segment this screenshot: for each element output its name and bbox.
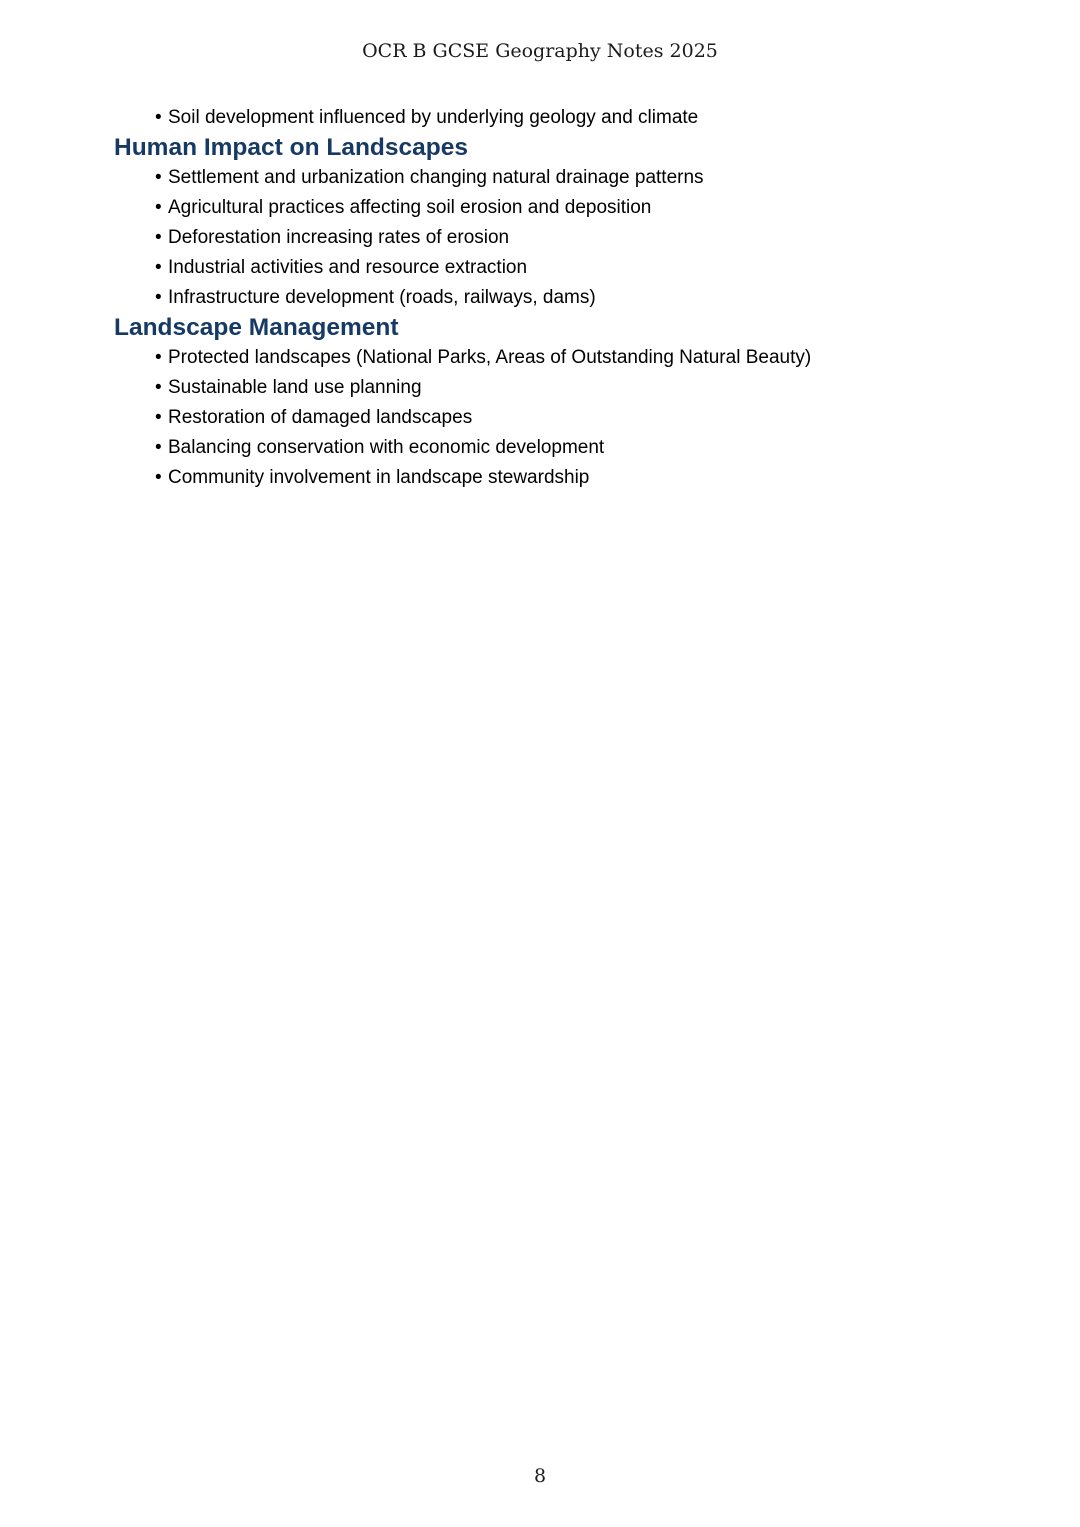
list-item: • Restoration of damaged landscapes: [155, 403, 964, 433]
page-content: [114, 103, 964, 493]
list-item: • Sustainable land use planning: [155, 373, 964, 403]
human-impact-bullet-list: [114, 163, 964, 313]
list-item: • Deforestation increasing rates of erosion: [155, 223, 964, 253]
intro-bullet-list: [114, 103, 964, 133]
section-heading-human-impact: Human Impact on Landscapes: [114, 134, 468, 161]
page-number: 8: [533, 1465, 547, 1487]
list-item: • Industrial activities and resource extraction: [155, 253, 964, 283]
running-header: OCR B GCSE Geography Notes 2025: [362, 40, 718, 62]
landscape-management-bullet-list: [114, 343, 964, 493]
list-item: • Agricultural practices affecting soil erosion and deposition: [155, 193, 964, 223]
list-item: • Protected landscapes (National Parks, Areas of Outstanding Natural Beauty): [155, 343, 964, 373]
list-item: • Infrastructure development (roads, railways, dams): [155, 283, 964, 313]
list-item: • Soil development influenced by underlying geology and climate: [155, 103, 964, 133]
list-item: • Settlement and urbanization changing natural drainage patterns: [155, 163, 964, 193]
section-heading-landscape-management: Landscape Management: [114, 314, 399, 341]
list-item: • Community involvement in landscape stewardship: [155, 463, 964, 493]
list-item: • Balancing conservation with economic development: [155, 433, 964, 463]
